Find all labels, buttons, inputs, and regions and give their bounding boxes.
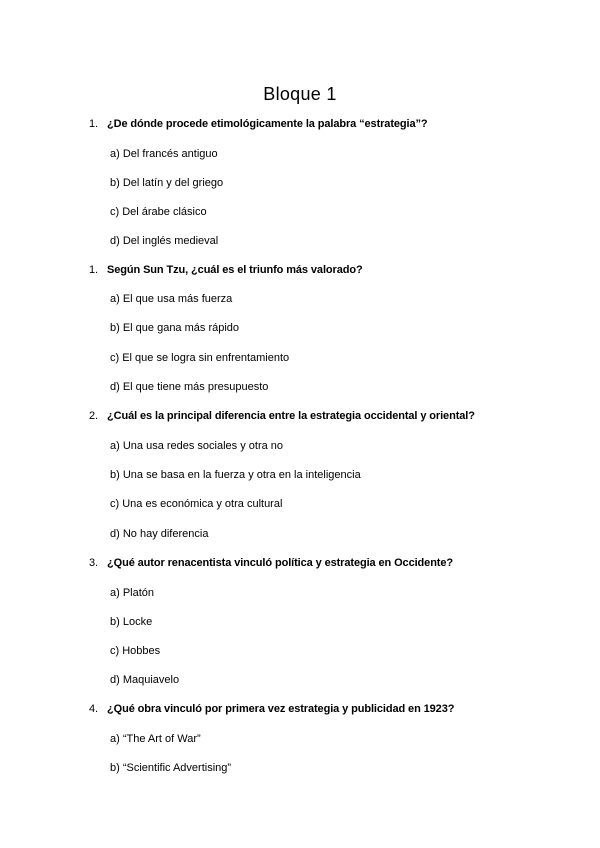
option-c: c) El que se logra sin enfrentamiento xyxy=(110,352,290,364)
option-d: d) El que tiene más presupuesto xyxy=(110,381,269,393)
option-a: a) Del francés antiguo xyxy=(110,148,218,160)
question-number: 4. xyxy=(89,703,98,715)
option-a: a) “The Art of War” xyxy=(110,733,201,745)
question-text: ¿Cuál es la principal diferencia entre la estrategia occidental y oriental? xyxy=(107,410,475,422)
question-4 xyxy=(89,557,453,569)
question-number: 2. xyxy=(89,410,98,422)
option-d: d) Del inglés medieval xyxy=(110,235,219,247)
option-d: d) Maquiavelo xyxy=(110,674,180,686)
option-a: a) Una usa redes sociales y otra no xyxy=(110,440,284,452)
question-text: Según Sun Tzu, ¿cuál es el triunfo más valorado? xyxy=(107,264,363,276)
option-a: a) Platón xyxy=(110,587,155,599)
option-b: b) El que gana más rápido xyxy=(110,322,240,334)
question-number: 3. xyxy=(89,557,98,569)
question-1 xyxy=(89,118,428,130)
page-title: Bloque 1 xyxy=(263,84,337,104)
option-d: d) No hay diferencia xyxy=(110,528,209,540)
question-3 xyxy=(89,410,475,422)
option-b: b) Una se basa en la fuerza y otra en la inteligencia xyxy=(110,469,361,481)
option-b: b) “Scientific Advertising” xyxy=(110,762,232,774)
option-c: c) Una es económica y otra cultural xyxy=(110,498,283,510)
option-c: c) Hobbes xyxy=(110,645,161,657)
question-text: ¿Qué obra vinculó por primera vez estrategia y publicidad en 1923? xyxy=(107,703,455,715)
option-b: b) Locke xyxy=(110,616,153,628)
question-number: 1. xyxy=(89,118,98,130)
question-number: 1. xyxy=(89,264,98,276)
option-b: b) Del latín y del griego xyxy=(110,177,224,189)
question-5 xyxy=(89,703,454,715)
option-c: c) Del árabe clásico xyxy=(110,206,207,218)
question-text: ¿Qué autor renacentista vinculó política y estrategia en Occidente? xyxy=(107,557,454,569)
question-2 xyxy=(89,264,363,276)
option-a: a) El que usa más fuerza xyxy=(110,293,233,305)
question-text: ¿De dónde procede etimológicamente la palabra “estrategia”? xyxy=(107,118,428,130)
